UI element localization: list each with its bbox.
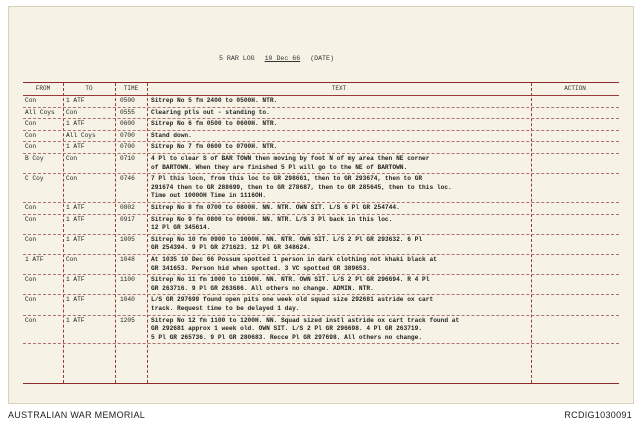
row-divider xyxy=(23,294,619,295)
cell-to: 1 ATF xyxy=(66,296,85,304)
row-divider xyxy=(23,274,619,275)
cell-text-line: 12 Pl GR 345614. xyxy=(151,224,211,232)
cell-from: Con xyxy=(25,143,37,151)
row-divider xyxy=(23,107,619,108)
log-sheet xyxy=(8,6,634,404)
cell-time: 1005 xyxy=(120,235,135,243)
cell-text-line: Sitrep No 10 fm 0900 to 1000H. NN. NTR. OWN SIT. L/S 2 Pl GR 293632. 6 Pl xyxy=(151,235,423,243)
log-date: 10 Dec 66 xyxy=(264,55,301,62)
cell-to: Con xyxy=(66,256,78,263)
cell-from: Con xyxy=(25,296,37,304)
table-row xyxy=(23,296,619,314)
cell-to: 1 ATF xyxy=(66,204,85,211)
cell-from: Con xyxy=(25,235,37,243)
cell-time: 1205 xyxy=(120,316,135,324)
table-row xyxy=(23,175,619,202)
cell-from: Con xyxy=(25,97,37,104)
cell-time: 0746 xyxy=(120,175,135,183)
cell-text-line: 4 Pl to clear S of BAR TOWN then moving by foot N of my area then NE corner xyxy=(151,155,430,162)
cell-text-line: GR 341653. Person hid when spotted. 3 VC spotted GR 389653. xyxy=(151,264,371,272)
table-row xyxy=(23,109,619,119)
table-row xyxy=(23,276,619,294)
cell-text-line: GR 292681 approx 1 week old. OWN SIT. L/S 2 Pl GR 296698. 4 Pl GR 263719. xyxy=(151,325,423,333)
col-header-text: TEXT xyxy=(147,83,531,96)
table-row xyxy=(23,143,619,153)
cell-text-line: of BARTOWN. When they are finished 5 Pl will go to the NE of BARTOWN. xyxy=(151,163,408,171)
cell-from: 1 ATF xyxy=(25,256,44,263)
cell-text-line: Sitrep No 5 fm 2400 to 0500H. NTR. xyxy=(151,97,278,104)
cell-to: 1 ATF xyxy=(66,215,85,223)
cell-text-line: Sitrep No 11 fm 1000 to 1100H. NN. NTR. OWN SIT. L/S 2 Pl GR 296694. R 4 Pl xyxy=(151,276,430,284)
date-label: (DATE) xyxy=(310,55,334,62)
cell-to: All Coys xyxy=(66,131,96,139)
row-divider xyxy=(23,234,619,235)
table-row xyxy=(23,317,619,344)
cell-time: 1100 xyxy=(120,276,135,284)
cell-text-line: Stand down. xyxy=(151,131,192,139)
row-divider xyxy=(23,173,619,174)
footer-credit: AUSTRALIAN WAR MEMORIAL xyxy=(8,410,146,420)
row-divider xyxy=(23,202,619,203)
table-row xyxy=(23,120,619,130)
cell-to: Con xyxy=(66,175,78,183)
cell-text-line: Sitrep No 12 fm 1100 to 1200H. NN. Squad sized instl astride ox cart track found at xyxy=(151,316,460,324)
table-row xyxy=(23,236,619,254)
log-header xyxy=(219,55,340,62)
cell-to: 1 ATF xyxy=(66,143,85,151)
cell-text-line: Sitrep No 8 fm 0700 to 0800H. NN. NTR. OWN SIT. L/S 6 Pl GR 254744. xyxy=(151,204,400,211)
col-header-to: TO xyxy=(63,83,115,96)
cell-time: 0802 xyxy=(120,204,135,211)
cell-time: 0700 xyxy=(120,131,135,139)
row-divider xyxy=(23,118,619,119)
cell-from: Con xyxy=(25,215,37,223)
table-row xyxy=(23,97,619,107)
cell-to: 1 ATF xyxy=(66,235,85,243)
row-divider xyxy=(23,153,619,154)
cell-text-line: track. Request time to be delayed 1 day. xyxy=(151,304,300,312)
cell-from: Con xyxy=(25,316,37,324)
cell-to: 1 ATF xyxy=(66,97,85,104)
cell-text-line: L/S GR 297699 found open pits one week old squad size 292681 astride ox cart xyxy=(151,296,434,304)
cell-text-line: 5 Pl GR 265736. 9 Pl GR 280683. Recce Pl GR 297698. All others no change. xyxy=(151,333,423,341)
cell-to: Con xyxy=(66,155,78,162)
cell-to: Con xyxy=(66,108,78,116)
row-divider xyxy=(23,343,619,344)
cell-time: 0555 xyxy=(120,108,135,116)
col-header-action: ACTION xyxy=(531,83,619,96)
col-header-time: TIME xyxy=(115,83,147,96)
cell-text-line: Clearing ptls out - standing to. xyxy=(151,108,270,116)
cell-time: 1040 xyxy=(120,296,135,304)
cell-time: 0710 xyxy=(120,155,135,162)
log-title: 5 RAR LOG xyxy=(219,55,255,62)
row-divider xyxy=(23,214,619,215)
cell-time: 0500 xyxy=(120,97,135,104)
cell-text-line: GR 263716. 9 Pl GR 263686. All others no change. ADMIN. NTR. xyxy=(151,284,374,292)
cell-time: 0600 xyxy=(120,120,135,128)
cell-to: 1 ATF xyxy=(66,120,85,128)
footer-id: RCDIG1030091 xyxy=(564,410,632,420)
cell-text-line: Sitrep No 6 fm 0500 to 0600H. NTR. xyxy=(151,120,278,128)
table-row xyxy=(23,132,619,142)
cell-text-line: 291674 then to GR 288699, then to GR 278687, then to GR 285645, then to this loc. xyxy=(151,183,452,191)
cell-from: Con xyxy=(25,120,37,128)
cell-time: 0700 xyxy=(120,143,135,151)
cell-from: All Coys xyxy=(25,108,55,116)
log-table xyxy=(23,82,619,384)
cell-from: C Coy xyxy=(25,175,44,183)
cell-text-line: 7 Pl this locn, from this loc to GR 298661, then to GR 293674, then to GR xyxy=(151,175,423,183)
row-divider xyxy=(23,130,619,131)
cell-time: 1048 xyxy=(120,256,135,263)
cell-text-line: Sitrep No 7 fm 0600 to 0700H. NTR. xyxy=(151,143,278,151)
cell-from: Con xyxy=(25,204,37,211)
cell-text-line: Sitrep No 9 fm 0800 to 0900H. NN. NTR. L/S 3 Pl back in this loc. xyxy=(151,215,393,223)
cell-text-line: Time out 1000OH Time in 1116OH. xyxy=(151,192,267,200)
cell-from: Con xyxy=(25,131,37,139)
cell-from: B Coy xyxy=(25,155,44,162)
col-header-from: FROM xyxy=(23,83,63,96)
cell-text-line: At 1035 10 Dec 66 Possum spotted 1 person in dark clothing not khaki black at xyxy=(151,256,437,263)
cell-time: 0917 xyxy=(120,215,135,223)
table-row xyxy=(23,155,619,173)
row-divider xyxy=(23,254,619,255)
row-divider xyxy=(23,315,619,316)
cell-from: Con xyxy=(25,276,37,284)
cell-to: 1 ATF xyxy=(66,316,85,324)
cell-text-line: GR 254394. 9 Pl GR 271623. 12 Pl GR 348624. xyxy=(151,244,311,252)
table-row xyxy=(23,216,619,234)
table-row xyxy=(23,256,619,274)
row-divider xyxy=(23,141,619,142)
table-row xyxy=(23,204,619,214)
cell-to: 1 ATF xyxy=(66,276,85,284)
